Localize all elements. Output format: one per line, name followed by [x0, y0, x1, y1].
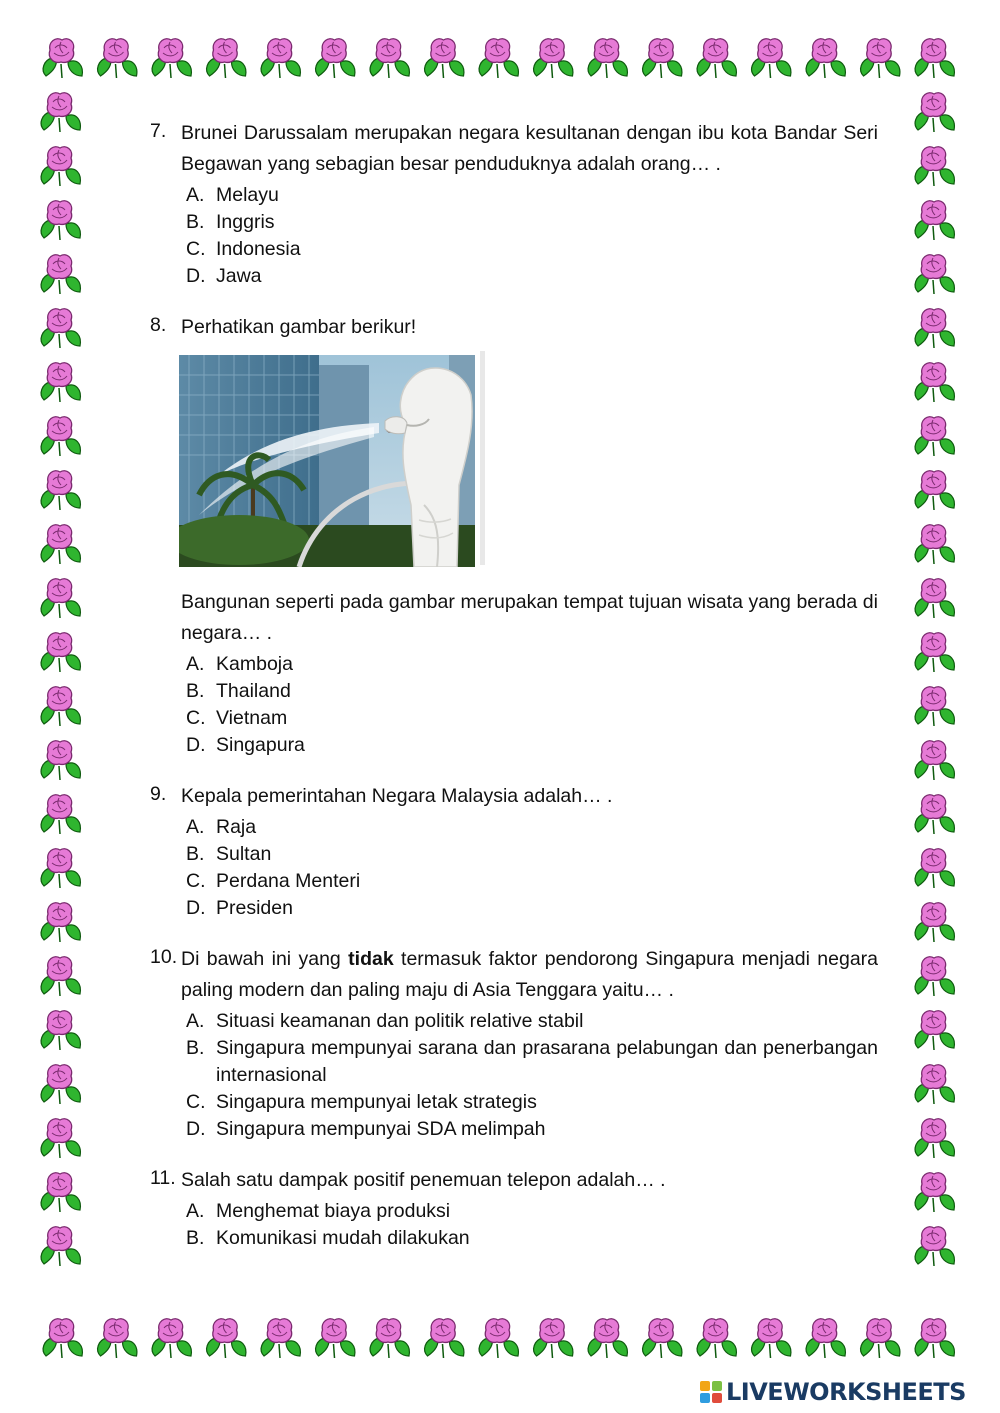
- rose-icon: [43, 1319, 82, 1358]
- worksheet-content: [150, 118, 878, 1274]
- option-text: Indonesia: [216, 238, 301, 260]
- option-text: Raja: [216, 816, 257, 838]
- options-list: [186, 1198, 878, 1252]
- rose-icon: [43, 39, 82, 78]
- rose-icon: [915, 795, 954, 834]
- option-d[interactable]: [186, 263, 878, 290]
- rose-icon: [915, 1065, 954, 1104]
- rose-icon: [643, 39, 682, 78]
- rose-icon: [479, 1319, 518, 1358]
- rose-icon: [98, 39, 137, 78]
- rose-icon: [752, 39, 791, 78]
- rose-icon: [41, 255, 80, 294]
- rose-icon: [261, 39, 300, 78]
- options-list: [186, 814, 878, 922]
- rose-icon: [41, 1173, 80, 1212]
- question-8: [150, 312, 878, 759]
- rose-icon: [915, 471, 954, 510]
- option-text: Kamboja: [216, 653, 293, 675]
- question-text-part: Di bawah ini yang: [181, 948, 349, 970]
- option-a[interactable]: [186, 182, 878, 209]
- rose-icon: [41, 417, 80, 456]
- rose-icon: [915, 147, 954, 186]
- option-d[interactable]: [186, 895, 878, 922]
- option-label: B.: [186, 211, 205, 233]
- rose-icon: [915, 525, 954, 564]
- rose-icon: [915, 741, 954, 780]
- rose-icon: [915, 1227, 954, 1266]
- option-a[interactable]: [186, 651, 878, 678]
- option-label: A.: [186, 184, 205, 206]
- options-list: [186, 651, 878, 759]
- rose-icon: [915, 417, 954, 456]
- question-11: [150, 1165, 878, 1252]
- rose-icon: [98, 1319, 137, 1358]
- option-label: A.: [186, 653, 205, 675]
- rose-icon: [41, 687, 80, 726]
- rose-icon: [41, 201, 80, 240]
- option-c[interactable]: [186, 236, 878, 263]
- option-b[interactable]: [186, 678, 878, 705]
- rose-icon: [534, 39, 573, 78]
- option-label: B.: [186, 1227, 205, 1249]
- rose-icon: [425, 39, 464, 78]
- rose-icon: [915, 201, 954, 240]
- option-text: Inggris: [216, 211, 275, 233]
- rose-icon: [861, 39, 900, 78]
- question-7: [150, 118, 878, 290]
- rose-icon: [41, 795, 80, 834]
- rose-icon: [41, 849, 80, 888]
- liveworksheets-logo[interactable]: [700, 1378, 966, 1406]
- option-c[interactable]: [186, 868, 878, 895]
- option-c[interactable]: [186, 1089, 878, 1116]
- option-label: A.: [186, 816, 205, 838]
- option-text: Sultan: [216, 843, 272, 865]
- rose-icon: [534, 1319, 573, 1358]
- rose-icon: [207, 39, 246, 78]
- rose-icon: [697, 39, 736, 78]
- rose-icon: [697, 1319, 736, 1358]
- option-text: Singapura mempunyai letak strategis: [216, 1091, 537, 1113]
- option-a[interactable]: [186, 1008, 878, 1035]
- rose-icon: [915, 1011, 954, 1050]
- option-text: Vietnam: [216, 707, 288, 729]
- option-label: D.: [186, 1118, 206, 1140]
- question-description: Bangunan seperti pada gambar merupakan tempat tujuan wisata yang berada di negara… .: [181, 591, 878, 644]
- rose-icon: [806, 39, 845, 78]
- option-label: C.: [186, 870, 206, 892]
- rose-icon: [915, 309, 954, 348]
- option-text: Singapura mempunyai sarana dan prasarana pelabungan dan penerbangan internasional: [216, 1037, 878, 1086]
- option-text: Presiden: [216, 897, 293, 919]
- photo-edge: [480, 351, 485, 565]
- rose-icon: [41, 1065, 80, 1104]
- question-9: [150, 781, 878, 922]
- question-text: Brunei Darussalam merupakan negara kesultanan dengan ibu kota Bandar Seri Begawan yang sebagian besar penduduknya adalah orang… .: [181, 122, 878, 175]
- question-10: [150, 944, 878, 1143]
- question-number: 10.: [150, 946, 178, 968]
- options-list: [186, 1008, 878, 1143]
- rose-icon: [41, 957, 80, 996]
- option-d[interactable]: [186, 1116, 878, 1143]
- rose-icon: [915, 255, 954, 294]
- question-text: Salah satu dampak positif penemuan telepon adalah… .: [181, 1169, 666, 1191]
- rose-icon: [316, 39, 355, 78]
- rose-icon: [41, 309, 80, 348]
- option-c[interactable]: [186, 705, 878, 732]
- option-text: Melayu: [216, 184, 279, 206]
- question-number: 9.: [150, 783, 167, 805]
- rose-icon: [41, 93, 80, 132]
- rose-icon: [41, 1011, 80, 1050]
- option-label: A.: [186, 1200, 205, 1222]
- option-label: A.: [186, 1010, 205, 1032]
- rose-icon: [915, 687, 954, 726]
- option-label: D.: [186, 265, 206, 287]
- option-d[interactable]: [186, 732, 878, 759]
- rose-icon: [643, 1319, 682, 1358]
- rose-icon: [41, 579, 80, 618]
- rose-icon: [806, 1319, 845, 1358]
- question-text: Perhatikan gambar berikur!: [181, 316, 417, 338]
- option-text: Perdana Menteri: [216, 870, 361, 892]
- question-text: [181, 944, 878, 1006]
- rose-icon: [588, 1319, 627, 1358]
- rose-icon: [41, 147, 80, 186]
- question-text-part: termasuk faktor pendorong Singapura menjadi negara paling modern dan paling maju di Asia Tenggara yaitu… .: [181, 948, 878, 1001]
- option-text: Thailand: [216, 680, 291, 702]
- rose-icon: [316, 1319, 355, 1358]
- option-text: Menghemat biaya produksi: [216, 1200, 451, 1222]
- option-text: Situasi keamanan dan politik relative stabil: [216, 1010, 584, 1032]
- rose-icon: [915, 957, 954, 996]
- option-label: D.: [186, 734, 206, 756]
- question-number: 8.: [150, 314, 167, 336]
- question-text: Kepala pemerintahan Negara Malaysia adalah… .: [181, 785, 613, 807]
- option-b[interactable]: [186, 1035, 878, 1089]
- option-label: C.: [186, 238, 206, 260]
- option-text: Jawa: [216, 265, 262, 287]
- rose-icon: [207, 1319, 246, 1358]
- option-b[interactable]: [186, 209, 878, 236]
- rose-icon: [861, 1319, 900, 1358]
- rose-icon: [915, 1173, 954, 1212]
- option-label: B.: [186, 843, 205, 865]
- rose-icon: [41, 1119, 80, 1158]
- rose-icon: [588, 39, 627, 78]
- option-label: C.: [186, 707, 206, 729]
- rose-icon: [915, 849, 954, 888]
- option-b[interactable]: [186, 841, 878, 868]
- option-label: D.: [186, 897, 206, 919]
- logo-icon: [700, 1381, 722, 1403]
- rose-icon: [915, 39, 954, 78]
- rose-icon: [752, 1319, 791, 1358]
- rose-icon: [915, 363, 954, 402]
- rose-icon: [425, 1319, 464, 1358]
- option-text: Singapura mempunyai SDA melimpah: [216, 1118, 546, 1140]
- brand-name: LIVEWORKSHEETS: [726, 1378, 966, 1406]
- rose-icon: [41, 741, 80, 780]
- rose-icon: [915, 903, 954, 942]
- rose-icon: [41, 1227, 80, 1266]
- rose-icon: [915, 579, 954, 618]
- rose-icon: [152, 39, 191, 78]
- rose-icon: [41, 903, 80, 942]
- rose-icon: [152, 1319, 191, 1358]
- question-emphasis: tidak: [348, 948, 394, 970]
- rose-icon: [41, 471, 80, 510]
- rose-icon: [915, 633, 954, 672]
- option-text: Singapura: [216, 734, 305, 756]
- rose-icon: [370, 39, 409, 78]
- option-label: B.: [186, 680, 205, 702]
- rose-icon: [915, 1319, 954, 1358]
- rose-icon: [370, 1319, 409, 1358]
- rose-icon: [41, 525, 80, 564]
- rose-icon: [915, 93, 954, 132]
- option-text: Komunikasi mudah dilakukan: [216, 1227, 470, 1249]
- options-list: [186, 182, 878, 290]
- rose-icon: [915, 1119, 954, 1158]
- question-number: 11.: [150, 1167, 176, 1189]
- option-a[interactable]: [186, 814, 878, 841]
- merlion-photo: [179, 355, 475, 567]
- option-label: B.: [186, 1037, 205, 1059]
- rose-icon: [479, 39, 518, 78]
- option-label: C.: [186, 1091, 206, 1113]
- option-b[interactable]: [186, 1225, 878, 1252]
- option-a[interactable]: [186, 1198, 878, 1225]
- rose-icon: [41, 633, 80, 672]
- question-number: 7.: [150, 120, 167, 142]
- rose-icon: [41, 363, 80, 402]
- rose-icon: [261, 1319, 300, 1358]
